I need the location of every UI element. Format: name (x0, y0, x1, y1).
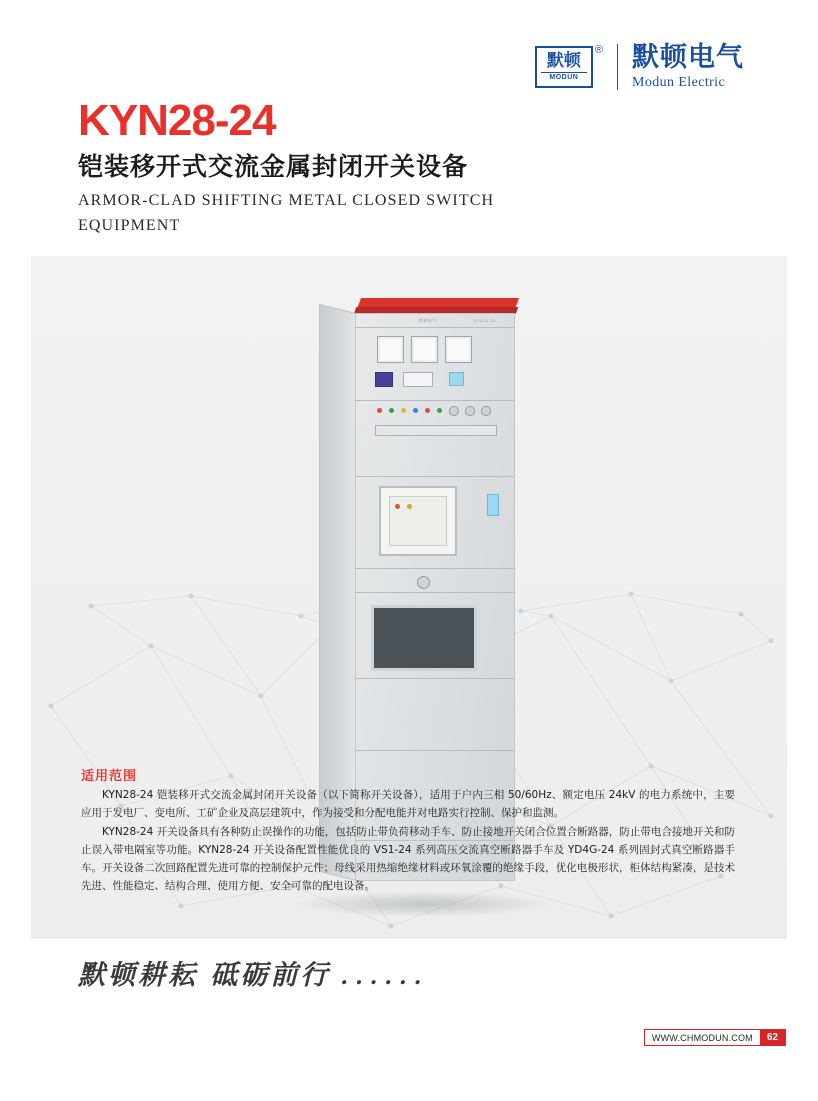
logo-mark-icon (535, 46, 593, 88)
brand-slogan (78, 953, 428, 992)
footer-page-number: 62 (760, 1030, 785, 1045)
cabinet-band-3 (355, 476, 515, 477)
cabinet-band-2 (355, 400, 515, 401)
indicator-light-6 (437, 408, 442, 413)
indicator-light-2 (389, 408, 394, 413)
section-paragraph-1: KYN28-24 铠装移开式交流金属封闭开关设备（以下简称开关设备），适用于户内三相 50/60Hz、额定电压 24kV 的电力系统中，主要应用于发电厂、变电所、工矿企业及高层建筑中，作为接受和分配电能并对电路实行控制、保护和监测。 (81, 789, 735, 819)
logo-mark-cn: 默顿 (546, 51, 581, 71)
slogan-dots: ...... (340, 964, 429, 990)
brand-logo (535, 38, 744, 96)
panel-meter-3 (445, 336, 472, 363)
selector-switch-2 (465, 406, 475, 416)
brand-name-en: Modun Electric (632, 74, 726, 90)
indicator-light-5 (425, 408, 430, 413)
section-paragraph-2: KYN28-24 开关设备具有各种防止误操作的功能，包括防止带负荷移动手车、防止接地开关闭合位置合断路器，防止带电合接地开关和防止误入带电隔室等功能。KYN28-24 开关设备配置性能优良的 VS1-24 系列高压交流真空断路器手车及 YD4G-24 系列固封式真空断路器手车。开关设备二次回路配置先进可靠的控制保护元件；母线采用热缩绝缘材料或环氧涂覆的绝缘手段，优化电极形状，柜体结构紧凑，是技术先进、性能稳定、结构合理、使用方便、安全可靠的配电设备。 (81, 826, 735, 892)
product-image-panel (31, 256, 787, 939)
footer-website[interactable]: WWW.CHMODUN.COM (645, 1030, 760, 1045)
panel-meter-1 (377, 336, 404, 363)
cabinet-band-4 (355, 568, 515, 569)
brand-name-cn: 默顿电气 (632, 41, 744, 73)
cabinet-band-1 (355, 327, 515, 328)
cabinet-model-label: KYN28-24 (474, 318, 496, 323)
section-heading: 适用范围 (81, 769, 138, 784)
page-title-model: KYN28-24 (78, 96, 276, 145)
indicator-light-3 (401, 408, 406, 413)
cabinet-band-7 (355, 750, 515, 751)
page-subtitle-en: ARMOR-CLAD SHIFTING METAL CLOSED SWITCH EQUIPMENT (78, 192, 495, 234)
relay-module-1 (375, 372, 393, 387)
cabinet-inspection-window (379, 486, 457, 556)
selector-switch-1 (449, 406, 459, 416)
panel-meter-2 (411, 336, 438, 363)
indicator-light-1 (377, 408, 382, 413)
page-subtitle-cn: 铠装移开式交流金属封闭开关设备 (78, 152, 469, 181)
indicator-module (449, 372, 464, 386)
cabinet-brand-label: 默顿电气 (419, 318, 437, 323)
selector-switch-3 (481, 406, 491, 416)
label-strip (375, 425, 497, 436)
window-indicator-2 (407, 504, 412, 509)
indicator-light-4 (413, 408, 418, 413)
slogan-text: 默顿耕耘 砥砺前行 (78, 960, 331, 991)
page-footer (644, 1029, 786, 1046)
window-indicator-1 (395, 504, 400, 509)
cabinet-band-6 (355, 678, 515, 679)
control-module (403, 372, 433, 387)
door-handle (417, 576, 430, 589)
registered-mark-icon: ® (594, 44, 603, 56)
logo-mark-en: MODUN (541, 72, 587, 81)
cable-compartment-door (371, 605, 477, 671)
logo-divider (617, 44, 618, 90)
cabinet-band-5 (355, 592, 515, 593)
side-indicator (487, 494, 499, 516)
